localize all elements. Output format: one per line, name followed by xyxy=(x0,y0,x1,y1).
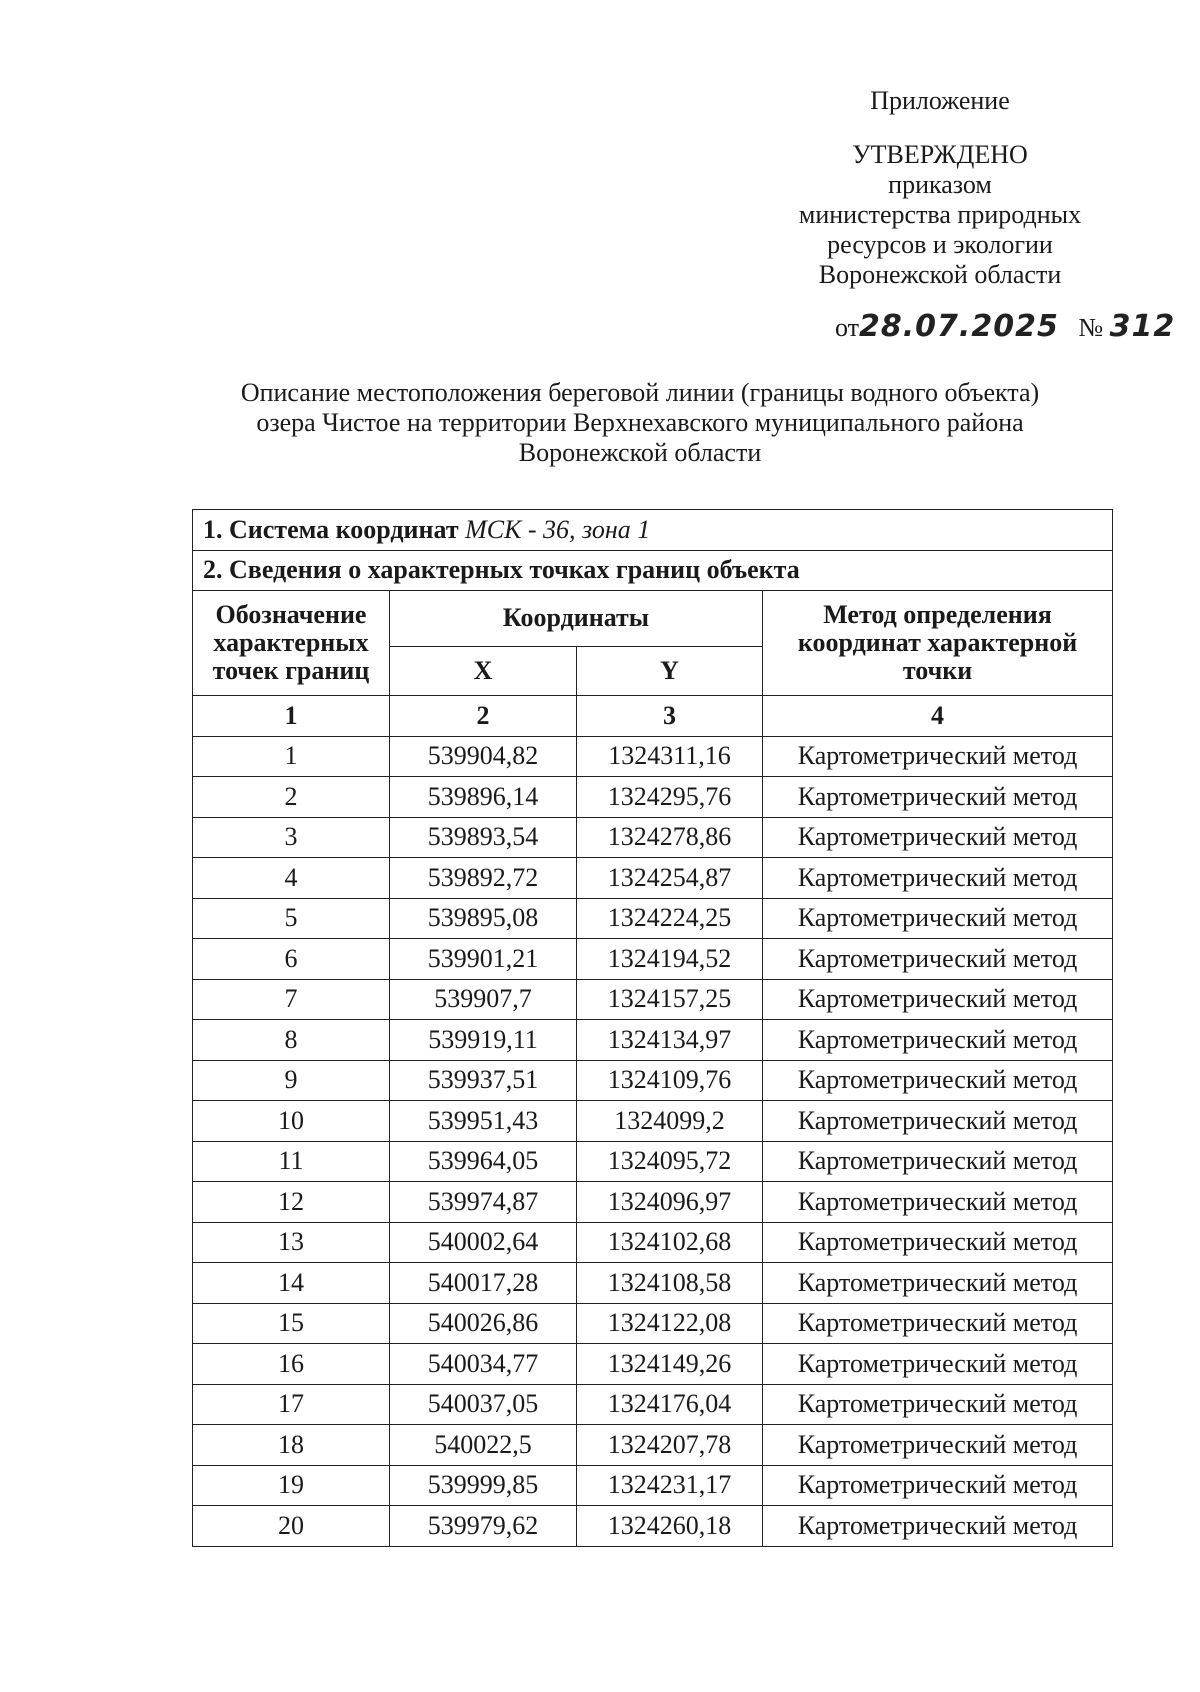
point-number-cell: 19 xyxy=(193,1465,390,1506)
x-coordinate-cell: 540026,86 xyxy=(390,1303,577,1344)
handwritten-date: 28.07.2025 xyxy=(859,309,1059,344)
approval-line: приказом xyxy=(888,170,992,199)
point-number-cell: 9 xyxy=(193,1060,390,1101)
date-prefix: от xyxy=(835,313,860,342)
x-coordinate-cell: 539964,05 xyxy=(390,1141,577,1182)
x-coordinate-cell: 540034,77 xyxy=(390,1344,577,1385)
y-coordinate-cell: 1324207,78 xyxy=(577,1425,763,1466)
header-y: Y xyxy=(577,646,763,695)
column-number: 3 xyxy=(577,696,763,737)
x-coordinate-cell: 539919,11 xyxy=(390,1020,577,1061)
title-line: Описание местоположения береговой линии (границы водного объекта) xyxy=(240,378,1040,407)
method-cell: Картометрический метод xyxy=(763,939,1113,980)
x-coordinate-cell: 539904,82 xyxy=(390,736,577,777)
table-row xyxy=(193,1465,1113,1506)
y-coordinate-cell: 1324176,04 xyxy=(577,1384,763,1425)
method-cell: Картометрический метод xyxy=(763,777,1113,818)
table-row xyxy=(193,1425,1113,1466)
method-cell: Картометрический метод xyxy=(763,1020,1113,1061)
column-number: 4 xyxy=(763,696,1113,737)
table-row xyxy=(193,1344,1113,1385)
x-coordinate-cell: 539892,72 xyxy=(390,858,577,899)
point-number-cell: 18 xyxy=(193,1425,390,1466)
table-row xyxy=(193,1222,1113,1263)
method-cell: Картометрический метод xyxy=(763,1222,1113,1263)
title-line: Воронежской области xyxy=(518,438,762,467)
table-row xyxy=(193,979,1113,1020)
table-row xyxy=(193,1020,1113,1061)
header-row xyxy=(193,591,1113,647)
method-cell: Картометрический метод xyxy=(763,1182,1113,1223)
y-coordinate-cell: 1324096,97 xyxy=(577,1182,763,1223)
x-coordinate-cell: 539893,54 xyxy=(390,817,577,858)
method-cell: Картометрический метод xyxy=(763,1263,1113,1304)
y-coordinate-cell: 1324231,17 xyxy=(577,1465,763,1506)
y-coordinate-cell: 1324194,52 xyxy=(577,939,763,980)
method-cell: Картометрический метод xyxy=(763,1141,1113,1182)
number-prefix: № xyxy=(1078,313,1104,342)
point-number-cell: 15 xyxy=(193,1303,390,1344)
approval-line: министерства природных xyxy=(798,200,1082,229)
y-coordinate-cell: 1324254,87 xyxy=(577,858,763,899)
table-row xyxy=(193,1303,1113,1344)
y-coordinate-cell: 1324157,25 xyxy=(577,979,763,1020)
title-line: озера Чистое на территории Верхнехавского муниципального района xyxy=(256,408,1024,437)
x-coordinate-cell: 539901,21 xyxy=(390,939,577,980)
coordinate-system-cell xyxy=(193,510,1113,551)
table-row xyxy=(193,898,1113,939)
x-coordinate-cell: 540037,05 xyxy=(390,1384,577,1425)
x-coordinate-cell: 540022,5 xyxy=(390,1425,577,1466)
table-row xyxy=(193,1182,1113,1223)
section1-row xyxy=(193,510,1113,551)
point-number-cell: 14 xyxy=(193,1263,390,1304)
table-row xyxy=(193,1506,1113,1547)
x-coordinate-cell: 539979,62 xyxy=(390,1506,577,1547)
point-number-cell: 5 xyxy=(193,898,390,939)
y-coordinate-cell: 1324149,26 xyxy=(577,1344,763,1385)
x-coordinate-cell: 540002,64 xyxy=(390,1222,577,1263)
x-coordinate-cell: 539907,7 xyxy=(390,979,577,1020)
point-number-cell: 3 xyxy=(193,817,390,858)
x-coordinate-cell: 540017,28 xyxy=(390,1263,577,1304)
method-cell: Картометрический метод xyxy=(763,858,1113,899)
point-number-cell: 7 xyxy=(193,979,390,1020)
header-coordinates: Координаты xyxy=(390,591,763,647)
header-method: Метод определения координат характерной точки xyxy=(763,591,1113,696)
column-number: 2 xyxy=(390,696,577,737)
point-number-cell: 17 xyxy=(193,1384,390,1425)
approved-label: УТВЕРЖДЕНО xyxy=(852,140,1028,169)
point-number-cell: 12 xyxy=(193,1182,390,1223)
method-cell: Картометрический метод xyxy=(763,736,1113,777)
x-coordinate-cell: 539896,14 xyxy=(390,777,577,818)
point-number-cell: 8 xyxy=(193,1020,390,1061)
point-number-cell: 1 xyxy=(193,736,390,777)
y-coordinate-cell: 1324278,86 xyxy=(577,817,763,858)
handwritten-number: 312 xyxy=(1109,309,1176,344)
approval-line: Воронежской области xyxy=(818,260,1062,289)
point-number-cell: 6 xyxy=(193,939,390,980)
table-row xyxy=(193,777,1113,818)
method-cell: Картометрический метод xyxy=(763,1465,1113,1506)
header-x: X xyxy=(390,646,577,695)
x-coordinate-cell: 539974,87 xyxy=(390,1182,577,1223)
method-cell: Картометрический метод xyxy=(763,1384,1113,1425)
method-cell: Картометрический метод xyxy=(763,1060,1113,1101)
table-row xyxy=(193,858,1113,899)
table-row xyxy=(193,1263,1113,1304)
table-row xyxy=(193,1141,1113,1182)
method-cell: Картометрический метод xyxy=(763,1425,1113,1466)
x-coordinate-cell: 539895,08 xyxy=(390,898,577,939)
table-row xyxy=(193,817,1113,858)
method-cell: Картометрический метод xyxy=(763,817,1113,858)
y-coordinate-cell: 1324295,76 xyxy=(577,777,763,818)
point-number-cell: 4 xyxy=(193,858,390,899)
method-cell: Картометрический метод xyxy=(763,979,1113,1020)
section1-value: МСК - 36, зона 1 xyxy=(465,514,651,544)
y-coordinate-cell: 1324122,08 xyxy=(577,1303,763,1344)
header-point: Обозначение характерных точек границ xyxy=(193,591,390,696)
section1-label: 1. Система координат xyxy=(203,514,459,544)
point-number-cell: 16 xyxy=(193,1344,390,1385)
point-number-cell: 13 xyxy=(193,1222,390,1263)
x-coordinate-cell: 539951,43 xyxy=(390,1101,577,1142)
appendix-label: Приложение xyxy=(870,86,1010,115)
x-coordinate-cell: 539999,85 xyxy=(390,1465,577,1506)
y-coordinate-cell: 1324224,25 xyxy=(577,898,763,939)
order-date-number xyxy=(835,309,1175,344)
point-number-cell: 20 xyxy=(193,1506,390,1547)
x-coordinate-cell: 539937,51 xyxy=(390,1060,577,1101)
column-number-row xyxy=(193,696,1113,737)
point-number-cell: 11 xyxy=(193,1141,390,1182)
table-row xyxy=(193,1101,1113,1142)
document-title xyxy=(190,378,1090,468)
approval-line: ресурсов и экологии xyxy=(827,230,1053,259)
y-coordinate-cell: 1324109,76 xyxy=(577,1060,763,1101)
point-number-cell: 2 xyxy=(193,777,390,818)
y-coordinate-cell: 1324134,97 xyxy=(577,1020,763,1061)
section2-row xyxy=(193,550,1113,591)
table-row xyxy=(193,736,1113,777)
method-cell: Картометрический метод xyxy=(763,1101,1113,1142)
y-coordinate-cell: 1324311,16 xyxy=(577,736,763,777)
point-number-cell: 10 xyxy=(193,1101,390,1142)
column-number: 1 xyxy=(193,696,390,737)
section2-label: 2. Сведения о характерных точках границ объекта xyxy=(193,550,1113,591)
y-coordinate-cell: 1324102,68 xyxy=(577,1222,763,1263)
method-cell: Картометрический метод xyxy=(763,1506,1113,1547)
y-coordinate-cell: 1324095,72 xyxy=(577,1141,763,1182)
method-cell: Картометрический метод xyxy=(763,1303,1113,1344)
y-coordinate-cell: 1324260,18 xyxy=(577,1506,763,1547)
y-coordinate-cell: 1324099,2 xyxy=(577,1101,763,1142)
approval-block xyxy=(790,86,1090,290)
method-cell: Картометрический метод xyxy=(763,1344,1113,1385)
table-row xyxy=(193,1384,1113,1425)
table-row xyxy=(193,939,1113,980)
method-cell: Картометрический метод xyxy=(763,898,1113,939)
table-row xyxy=(193,1060,1113,1101)
y-coordinate-cell: 1324108,58 xyxy=(577,1263,763,1304)
coordinates-table xyxy=(192,509,1113,1547)
